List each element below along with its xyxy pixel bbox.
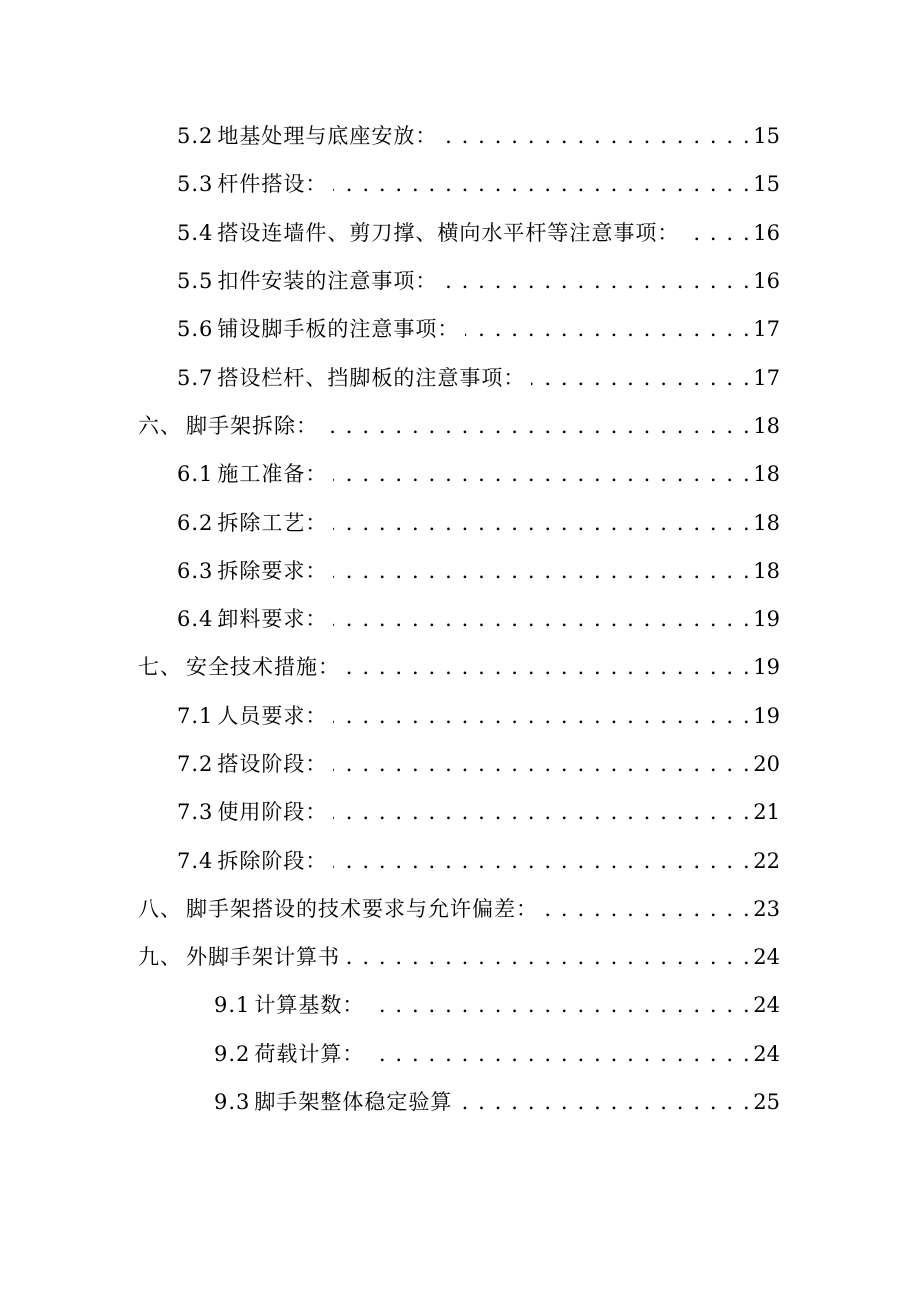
toc-entry-page-number: 16 bbox=[753, 220, 780, 245]
toc-entry-title: 拆除阶段： bbox=[217, 848, 328, 873]
toc-entry-number: 7.1 bbox=[177, 703, 214, 728]
toc-entry-section-9[interactable] bbox=[0, 933, 920, 981]
toc-dot-leader bbox=[443, 257, 751, 305]
toc-entry-number: 九、 bbox=[138, 945, 182, 970]
toc-entry-title: 拆除工艺： bbox=[217, 510, 328, 535]
toc-entry-title: 铺设脚手板的注意事项： bbox=[217, 317, 460, 342]
toc-entry-title: 人员要求： bbox=[217, 703, 328, 728]
toc-entry-number: 5.5 bbox=[177, 269, 214, 294]
toc-entry-title: 荷载计算： bbox=[254, 1041, 365, 1066]
toc-entry-7-3[interactable] bbox=[0, 788, 920, 836]
toc-entry-number: 5.6 bbox=[177, 317, 214, 342]
toc-entry-5-7[interactable] bbox=[0, 353, 920, 401]
toc-dot-leader bbox=[370, 1030, 751, 1078]
toc-entry-number: 7.4 bbox=[177, 848, 214, 873]
toc-dot-leader bbox=[443, 112, 751, 160]
toc-entry-number: 6.2 bbox=[177, 510, 214, 535]
toc-dot-leader bbox=[544, 885, 751, 933]
toc-entry-page-number: 24 bbox=[753, 993, 780, 1018]
toc-entry-number: 六、 bbox=[138, 413, 182, 438]
toc-entry-5-2[interactable] bbox=[0, 112, 920, 160]
toc-entry-title: 搭设阶段： bbox=[217, 752, 328, 776]
toc-entry-6-2[interactable] bbox=[0, 498, 920, 546]
toc-entry-6-3[interactable] bbox=[0, 547, 920, 595]
toc-entry-7-4[interactable] bbox=[0, 836, 920, 884]
toc-dot-leader bbox=[324, 402, 751, 450]
toc-entry-title: 脚手架拆除： bbox=[186, 413, 318, 438]
toc-dot-leader bbox=[333, 788, 751, 836]
table-of-contents bbox=[0, 112, 920, 1126]
toc-entry-title: 脚手架搭设的技术要求与允许偏差： bbox=[186, 896, 538, 921]
toc-dot-leader bbox=[333, 692, 751, 740]
toc-entry-page-number: 21 bbox=[753, 800, 780, 825]
toc-dot-leader bbox=[346, 933, 751, 981]
toc-entry-number: 八、 bbox=[138, 896, 182, 921]
toc-entry-number: 9.3 bbox=[214, 1090, 251, 1115]
toc-entry-5-5[interactable] bbox=[0, 257, 920, 305]
toc-entry-title: 脚手架整体稳定验算 bbox=[254, 1090, 453, 1115]
toc-entry-section-8[interactable] bbox=[0, 885, 920, 933]
toc-entry-6-4[interactable] bbox=[0, 595, 920, 643]
toc-entry-page-number: 17 bbox=[753, 365, 780, 390]
toc-entry-number: 6.3 bbox=[177, 558, 214, 583]
toc-dot-leader bbox=[531, 354, 751, 402]
toc-entry-6-1[interactable] bbox=[0, 450, 920, 498]
toc-entry-page-number: 24 bbox=[753, 945, 780, 970]
toc-entry-number: 5.3 bbox=[177, 172, 214, 197]
toc-dot-leader bbox=[458, 1078, 751, 1126]
toc-entry-page-number: 25 bbox=[753, 1090, 780, 1115]
toc-entry-5-4[interactable] bbox=[0, 209, 920, 257]
toc-entry-number: 5.7 bbox=[177, 365, 214, 390]
toc-entry-9-1[interactable] bbox=[0, 981, 920, 1029]
toc-entry-page-number: 23 bbox=[753, 896, 780, 921]
toc-dot-leader bbox=[333, 499, 751, 547]
toc-entry-page-number: 18 bbox=[753, 558, 780, 583]
toc-dot-leader bbox=[465, 305, 751, 353]
toc-entry-title: 卸料要求： bbox=[217, 607, 328, 632]
toc-entry-page-number: 19 bbox=[753, 607, 780, 632]
toc-entry-section-6[interactable] bbox=[0, 402, 920, 450]
toc-entry-page-number: 19 bbox=[753, 655, 780, 680]
toc-entry-7-1[interactable] bbox=[0, 692, 920, 740]
toc-dot-leader bbox=[685, 209, 751, 257]
toc-entry-page-number: 17 bbox=[753, 317, 780, 342]
toc-dot-leader bbox=[333, 595, 751, 643]
toc-entry-9-2[interactable] bbox=[0, 1030, 920, 1078]
toc-dot-leader bbox=[370, 981, 751, 1029]
toc-entry-title: 外脚手架计算书 bbox=[186, 945, 340, 970]
toc-entry-number: 七、 bbox=[138, 655, 182, 680]
toc-entry-title: 扣件安装的注意事项： bbox=[217, 269, 438, 294]
toc-dot-leader bbox=[333, 547, 751, 595]
toc-entry-page-number: 18 bbox=[753, 510, 780, 535]
toc-entry-page-number: 18 bbox=[753, 462, 780, 487]
toc-entry-number: 9.2 bbox=[214, 1041, 251, 1066]
toc-entry-title: 地基处理与底座安放： bbox=[217, 124, 438, 149]
toc-entry-number: 9.1 bbox=[214, 993, 251, 1018]
toc-entry-number: 6.4 bbox=[177, 607, 214, 632]
toc-entry-page-number: 20 bbox=[753, 752, 780, 776]
toc-entry-title: 拆除要求： bbox=[217, 558, 328, 583]
toc-entry-title: 安全技术措施： bbox=[186, 655, 340, 680]
toc-entry-number: 7.2 bbox=[177, 752, 214, 776]
toc-entry-page-number: 18 bbox=[753, 413, 780, 438]
toc-dot-leader bbox=[333, 837, 751, 885]
toc-entry-9-3[interactable] bbox=[0, 1078, 920, 1126]
toc-dot-leader bbox=[333, 450, 751, 498]
toc-entry-title: 计算基数： bbox=[254, 993, 365, 1018]
toc-dot-leader bbox=[333, 740, 751, 788]
toc-entry-title: 杆件搭设： bbox=[217, 172, 328, 197]
toc-entry-page-number: 19 bbox=[753, 703, 780, 728]
toc-entry-page-number: 15 bbox=[753, 124, 780, 149]
toc-entry-page-number: 22 bbox=[753, 848, 780, 873]
toc-entry-title: 搭设连墙件、剪刀撑、横向水平杆等注意事项： bbox=[217, 220, 680, 245]
toc-entry-number: 5.4 bbox=[177, 220, 214, 245]
toc-dot-leader bbox=[333, 160, 751, 208]
toc-entry-5-6[interactable] bbox=[0, 305, 920, 353]
toc-entry-title: 搭设栏杆、挡脚板的注意事项： bbox=[217, 365, 526, 390]
toc-entry-title: 施工准备： bbox=[217, 462, 328, 487]
toc-entry-page-number: 24 bbox=[753, 1041, 780, 1066]
toc-entry-section-7[interactable] bbox=[0, 643, 920, 691]
toc-entry-5-3[interactable] bbox=[0, 160, 920, 208]
toc-entry-number: 5.2 bbox=[177, 124, 214, 149]
toc-entry-page-number: 16 bbox=[753, 269, 780, 294]
toc-entry-page-number: 15 bbox=[753, 172, 780, 197]
toc-entry-number: 7.3 bbox=[177, 800, 214, 825]
toc-entry-title: 使用阶段： bbox=[217, 800, 328, 825]
toc-entry-7-2[interactable] bbox=[0, 740, 920, 788]
toc-entry-number: 6.1 bbox=[177, 462, 214, 487]
toc-dot-leader bbox=[346, 643, 751, 691]
